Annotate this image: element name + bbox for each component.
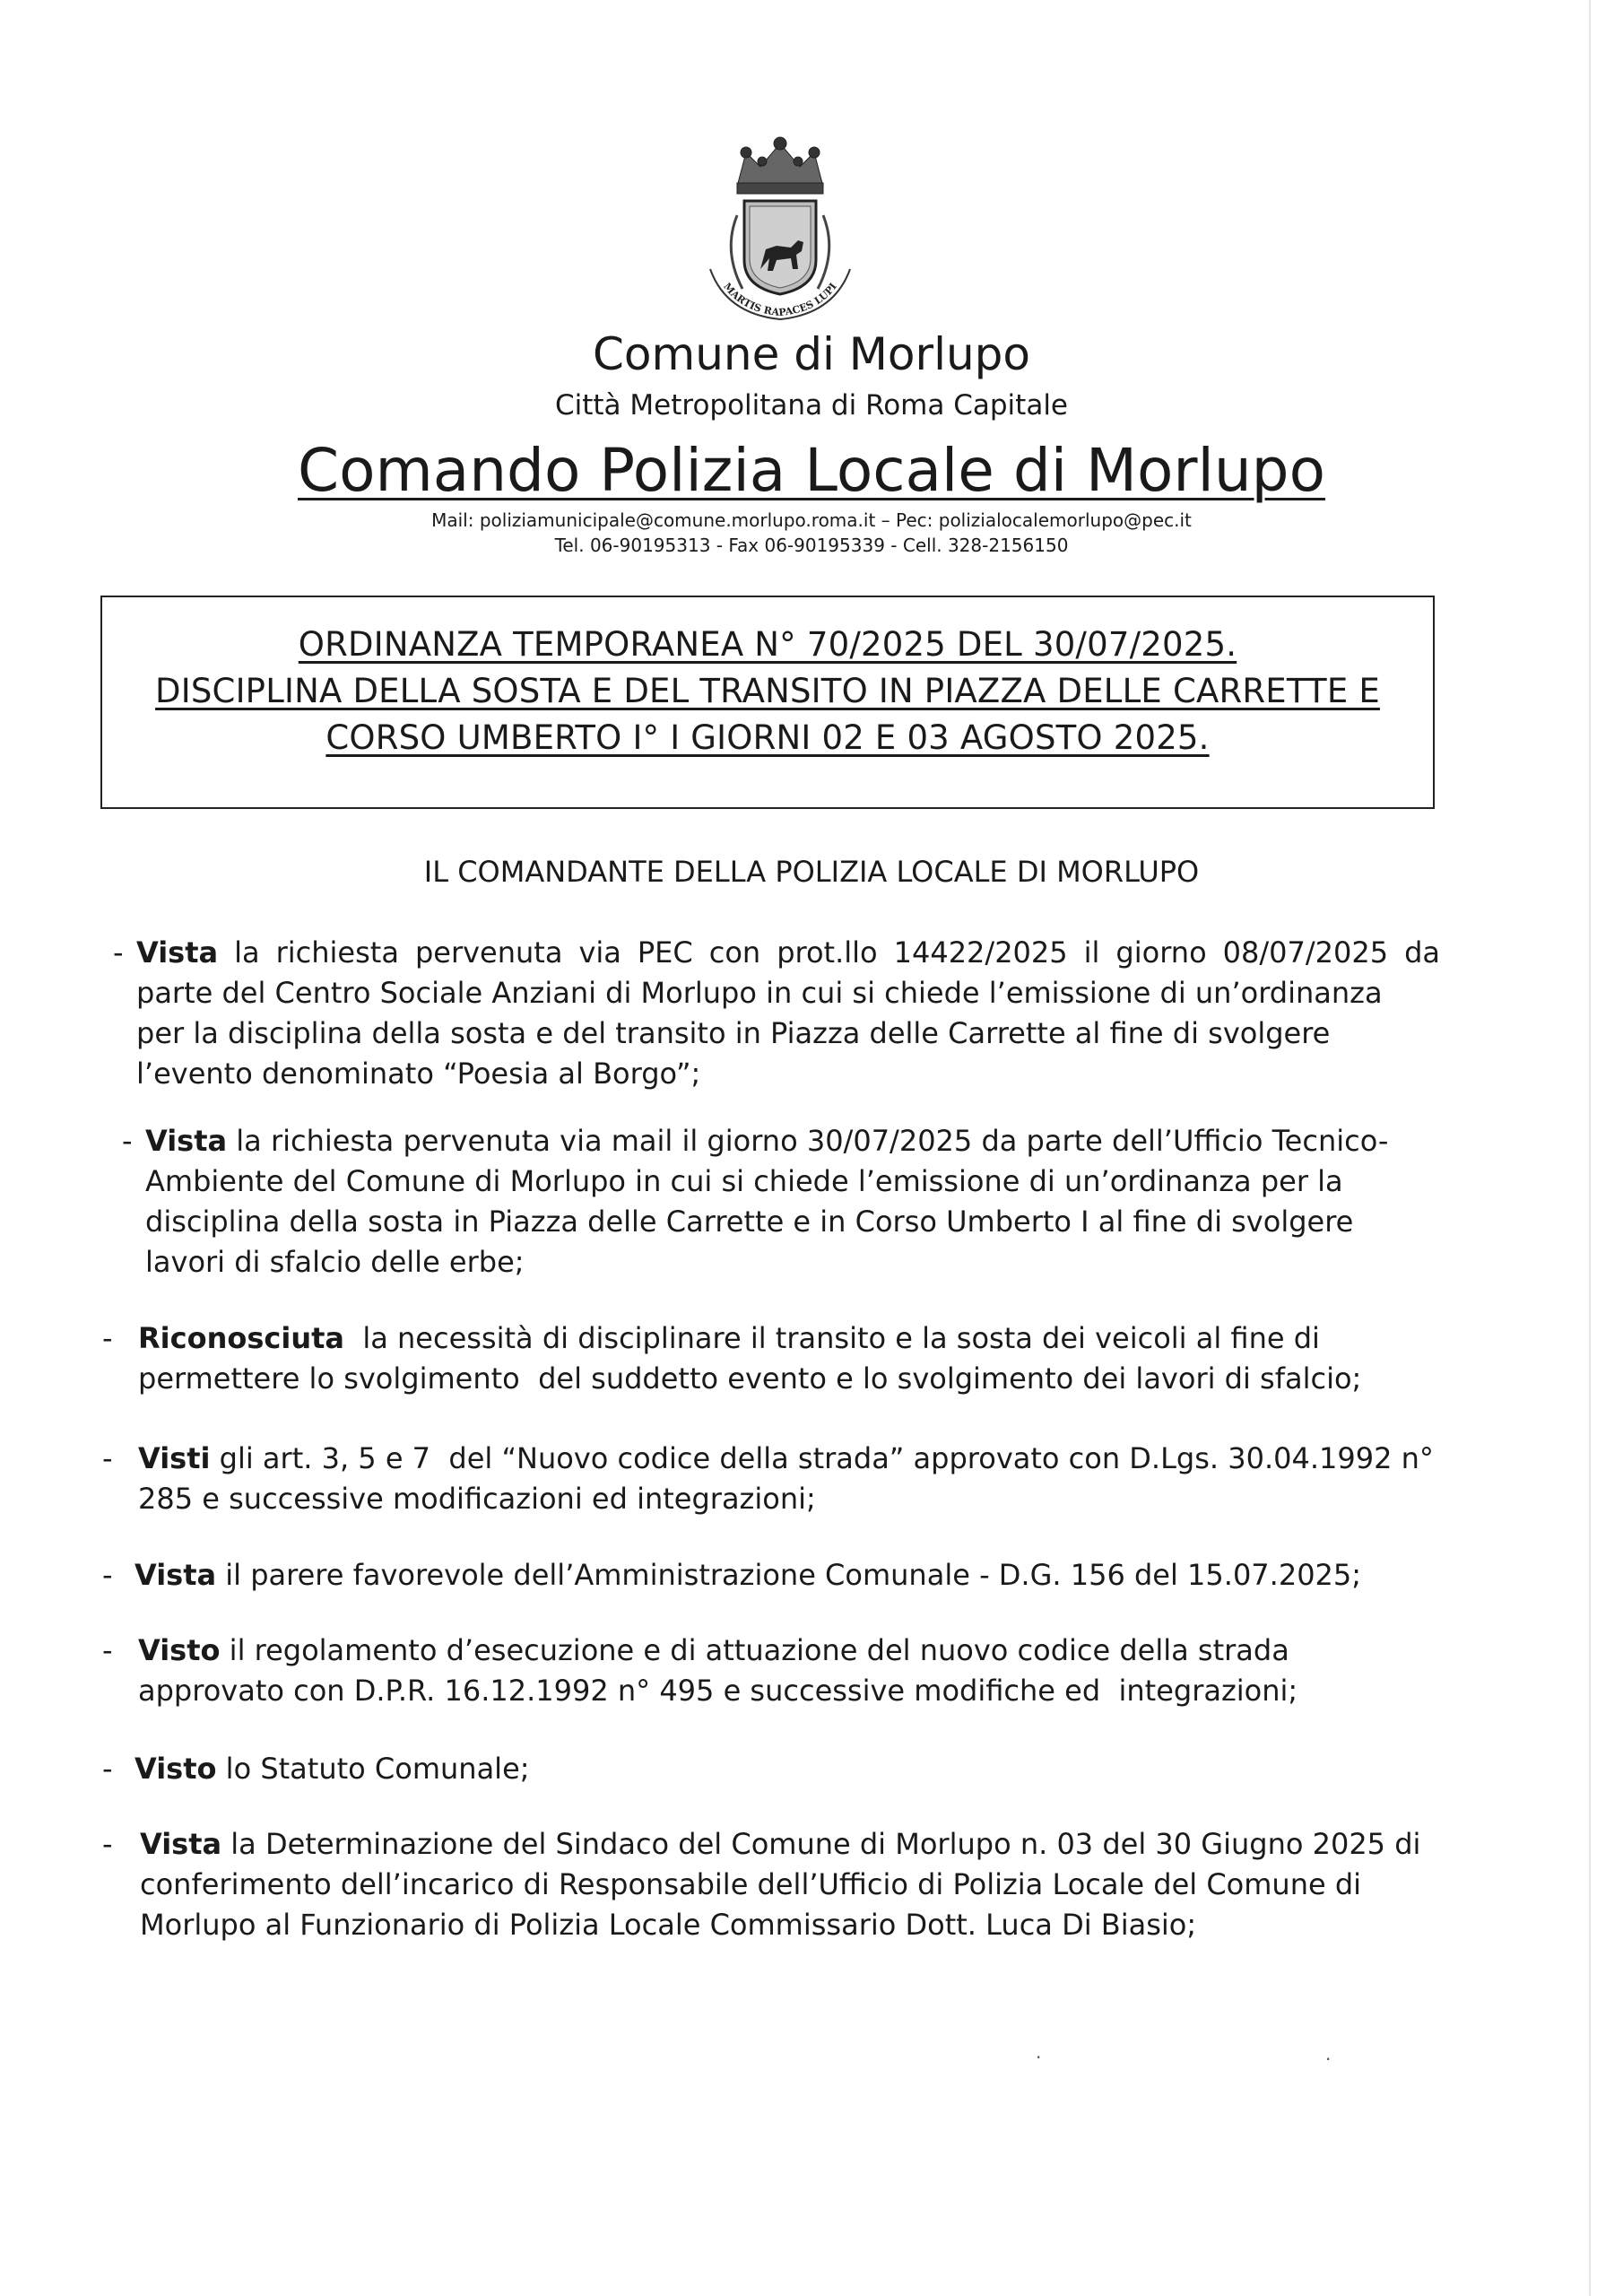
item-text-line: Ambiente del Comune di Morlupo in cui si chiede l’emissione di un’ordinanza per la — [145, 1164, 1343, 1198]
item-keyword: Vista — [145, 1124, 228, 1158]
scan-speck: · — [1036, 2047, 1042, 2068]
item-text-line: per la disciplina della sosta e del transito in Piazza delle Carrette al fine di svolgere — [136, 1016, 1331, 1050]
crest-motto: MARTIS RAPACES LUPI — [721, 280, 839, 319]
list-dash: - — [113, 935, 124, 970]
item-keyword: Vista — [136, 935, 219, 970]
comando-title: Comando Polizia Locale di Morlupo — [298, 436, 1325, 505]
comune-name: Comune di Morlupo — [593, 328, 1030, 380]
item-text-line: il parere favorevole dell’Amministrazione Comunale - D.G. 156 del 15.07.2025; — [216, 1558, 1362, 1592]
item-text-line: disciplina della sosta in Piazza delle Carrette e in Corso Umberto I al fine di svolgere — [145, 1205, 1354, 1239]
ordinance-number: ORDINANZA TEMPORANEA N° 70/2025 DEL 30/07/2025. — [298, 625, 1237, 664]
item-keyword: Riconosciuta — [138, 1321, 344, 1355]
item-text-line: gli art. 3, 5 e 7 del “Nuovo codice della strada” approvato con D.Lgs. 30.04.1992 n° — [210, 1441, 1434, 1475]
municipal-crest — [690, 135, 870, 327]
item-keyword: Visto — [135, 1752, 217, 1786]
item-keyword: Vista — [140, 1827, 222, 1861]
list-dash: - — [102, 1558, 113, 1592]
ordinance-subject-line2: CORSO UMBERTO I° I GIORNI 02 E 03 AGOSTO 2025. — [325, 718, 1210, 757]
item-text-line: permettere lo svolgimento del suddetto evento e lo svolgimento dei lavori di sfalcio; — [138, 1361, 1362, 1396]
item-text-line: il regolamento d’esecuzione e di attuazione del nuovo codice della strada — [220, 1633, 1289, 1667]
item-text-line: Morlupo al Funzionario di Polizia Locale Commissario Dott. Luca Di Biasio; — [140, 1908, 1197, 1942]
item-text-line: l’evento denominato “Poesia al Borgo”; — [136, 1057, 701, 1091]
item-text-line: approvato con D.P.R. 16.12.1992 n° 495 e successive modifiche ed integrazioni; — [138, 1674, 1298, 1708]
contact-mail: Mail: poliziamunicipale@comune.morlupo.roma.it – Pec: polizialocalemorlupo@pec.it — [431, 509, 1192, 531]
issuer-heading: IL COMANDANTE DELLA POLIZIA LOCALE DI MORLUPO — [423, 855, 1200, 889]
scan-speck: · — [1325, 2048, 1332, 2070]
item-text-line: lo Statuto Comunale; — [216, 1752, 530, 1786]
list-dash: - — [102, 1752, 113, 1786]
item-text-line: la Determinazione del Sindaco del Comune di Morlupo n. 03 del 30 Giugno 2025 di — [221, 1827, 1421, 1861]
item-text-line: la richiesta pervenuta via mail il giorno 30/07/2025 da parte dell’Ufficio Tecnico- — [227, 1124, 1389, 1158]
list-dash: - — [122, 1124, 133, 1158]
citta-metropolitana: Città Metropolitana di Roma Capitale — [554, 389, 1069, 422]
item-text-line: la richiesta pervenuta via PEC con prot.llo 14422/2025 il giorno 08/07/2025 da — [218, 935, 1440, 970]
item-text-line: conferimento dell’incarico di Responsabile dell’Ufficio di Polizia Locale del Comune di — [140, 1867, 1362, 1901]
list-dash: - — [102, 1633, 113, 1667]
item-text-line: 285 e successive modificazioni ed integrazioni; — [138, 1482, 816, 1516]
item-text-line: la necessità di disciplinare il transito e la sosta dei veicoli al fine di — [343, 1321, 1320, 1355]
item-keyword: Visti — [138, 1441, 211, 1475]
list-dash: - — [102, 1441, 113, 1475]
contact-phone: Tel. 06-90195313 - Fax 06-90195339 - Cell. 328-2156150 — [554, 535, 1069, 556]
item-text-line: lavori di sfalcio delle erbe; — [145, 1245, 525, 1279]
ordinance-title-box — [100, 596, 1435, 809]
item-keyword: Visto — [138, 1633, 221, 1667]
crown-icon — [737, 137, 823, 194]
list-dash: - — [102, 1827, 113, 1861]
list-dash: - — [102, 1321, 113, 1355]
item-text-line: parte del Centro Sociale Anziani di Morlupo in cui si chiede l’emissione di un’ordinanza — [136, 976, 1383, 1010]
ordinance-subject-line1: DISCIPLINA DELLA SOSTA E DEL TRANSITO IN PIAZZA DELLE CARRETTE E — [155, 672, 1380, 710]
item-keyword: Vista — [135, 1558, 217, 1592]
